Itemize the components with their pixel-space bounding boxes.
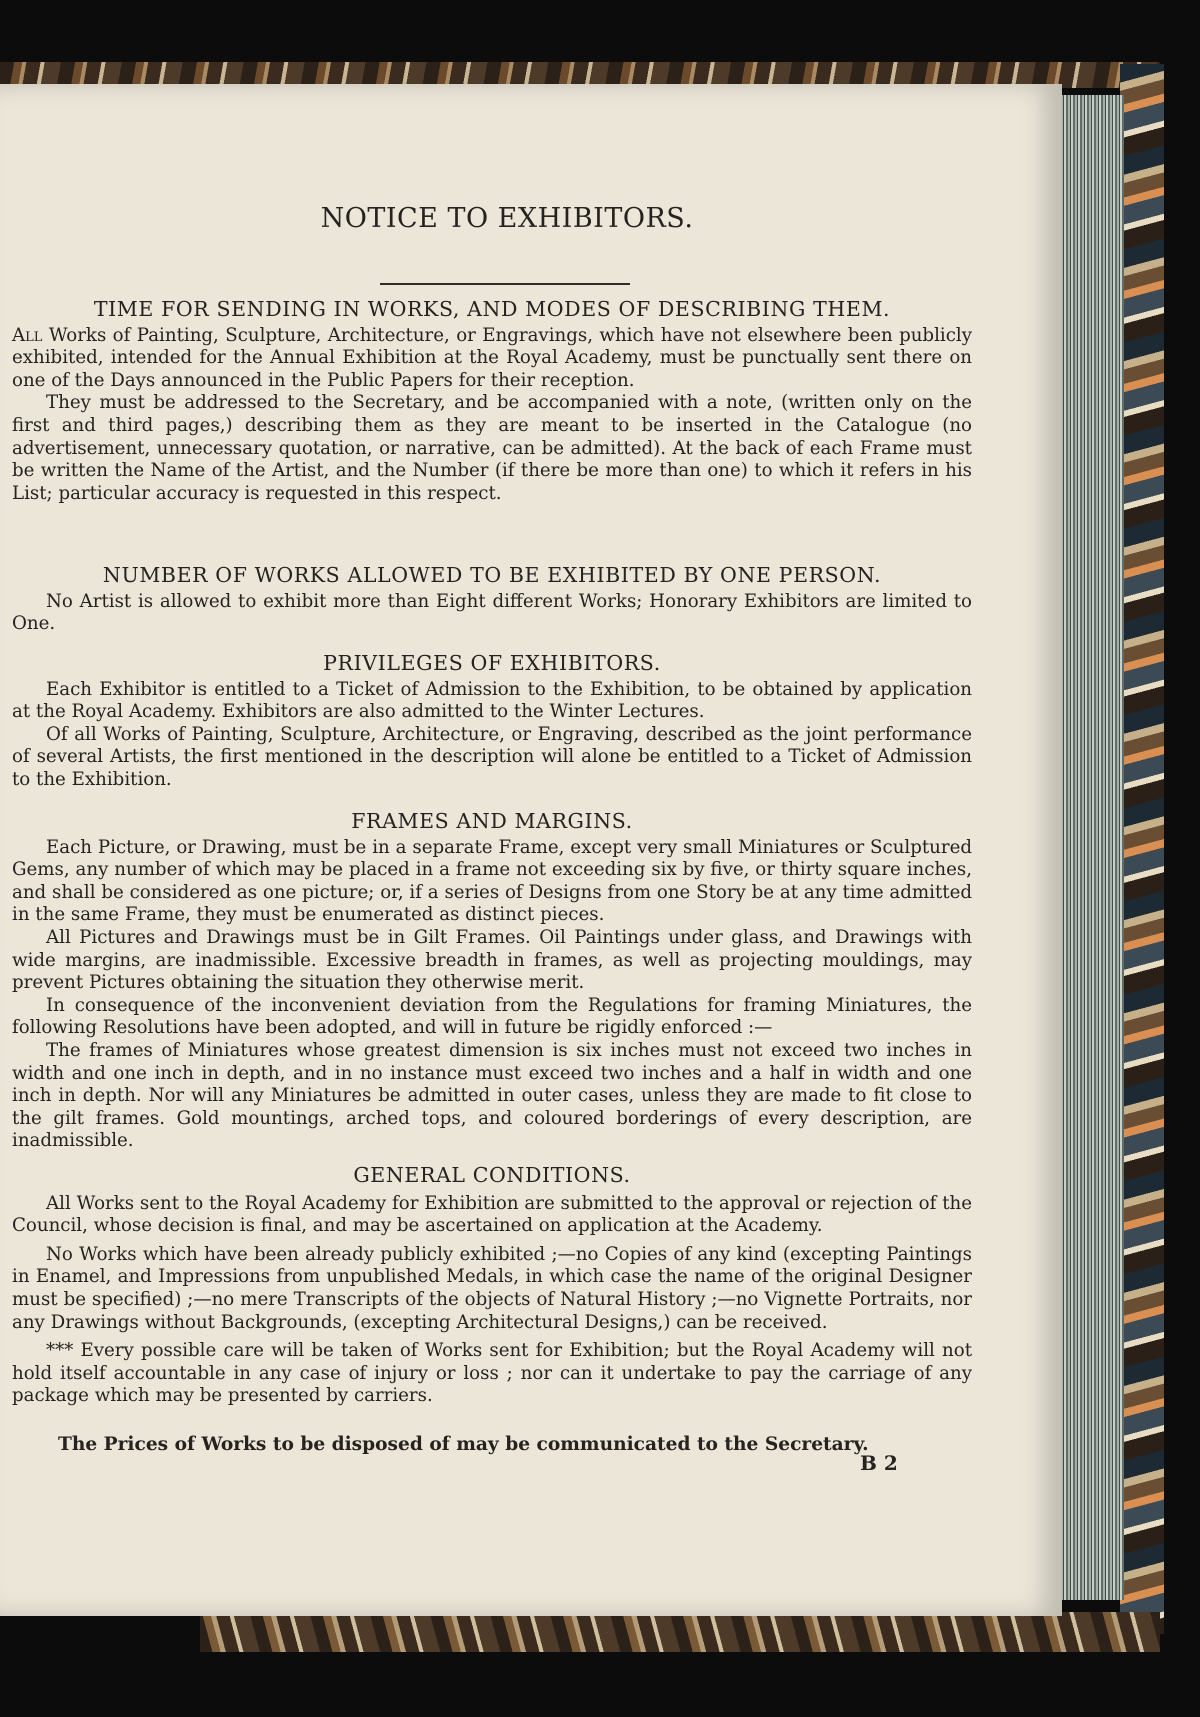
paragraph: The frames of Miniatures whose greatest dimension is six inches must not exceed two inches in width and one inch in depth, and in no instance must exceed two inches and a half in width and one inch in depth. Nor will any Miniatures be admitted in outer cases, unless they are made to fit close to the gilt frames. Gold mountings, arched tops, and coloured borderings of every description, are inadmissible. <box>12 1039 972 1152</box>
paragraph: They must be addressed to the Secretary, and be accompanied with a note, (written only on the first and third pages,) describing them as they are meant to be inserted in the Catalogue (no advertisement, unnecessary quotation, or narrative, can be admitted). At the back of each Frame must be written the Name of the Artist, and the Number (if there be more than one) to which it refers in his List; particular accuracy is requested in this respect. <box>12 392 972 504</box>
paragraph: Each Exhibitor is entitled to a Ticket of Admission to the Exhibition, to be obtained by application at the Royal Academy. Exhibitors are also admitted to the Winter Lectures. <box>12 678 972 723</box>
section-privileges <box>12 652 972 792</box>
section-heading: PRIVILEGES OF EXHIBITORS. <box>323 651 661 675</box>
paragraph: No Works which have been already publicly exhibited ;—no Copies of any kind (excepting Paintings in Enamel, and Impressions from unpublished Medals, in which case the name of the original Designer must be specified) ;—no mere Transcripts of the objects of Natural History ;—no Vignette Portraits, nor any Drawings without Backgrounds, (excepting Architectural Designs,) can be received. <box>12 1243 972 1333</box>
title-rule <box>380 283 630 285</box>
paragraph: Each Picture, or Drawing, must be in a separate Frame, except very small Miniatures or Sculptured Gems, any number of which may be placed in a frame not exceeding six by five, or thirty square inches, and shall be considered as one picture; or, if a series of Designs from one Story be at any time admitted in the same Frame, they must be enumerated as distinct pieces. <box>12 836 972 926</box>
lead-word: All <box>12 324 43 346</box>
section-heading: TIME FOR SENDING IN WORKS, AND MODES OF DESCRIBING THEM. <box>93 297 891 321</box>
page-title: NOTICE TO EXHIBITORS. <box>320 203 694 234</box>
paragraph: In consequence of the inconvenient deviation from the Regulations for framing Miniatures, the following Resolutions have been adopted, and will in future be rigidly enforced :— <box>12 994 972 1039</box>
section-heading: GENERAL CONDITIONS. <box>353 1163 631 1187</box>
section-number-of-works <box>12 564 972 636</box>
section-time-for-sending <box>12 298 972 505</box>
section-heading: FRAMES AND MARGINS. <box>351 809 633 833</box>
paragraph: All Works of Painting, Sculpture, Architecture, or Engravings, which have not elsewhere been publicly exhibited, intended for the Annual Exhibition at the Royal Academy, must be punctually sent there on one of the Days announced in the Public Papers for their reception. <box>12 324 972 391</box>
paragraph: All Works sent to the Royal Academy for Exhibition are submitted to the approval or rejection of the Council, whose decision is final, and may be ascertained on application at the Academy. <box>12 1192 972 1237</box>
section-general-conditions <box>12 1164 972 1408</box>
section-heading: NUMBER OF WORKS ALLOWED TO BE EXHIBITED BY ONE PERSON. <box>102 563 882 587</box>
paragraph: Of all Works of Painting, Sculpture, Architecture, or Engraving, described as the joint performance of several Artists, the first mentioned in the description will alone be entitled to a Ticket of Admission to the Exhibition. <box>12 723 972 790</box>
paragraph: All Pictures and Drawings must be in Gilt Frames. Oil Paintings under glass, and Drawings with wide margins, are inadmissible. Excessive breadth in frames, as well as projecting mouldings, may prevent Pictures obtaining the situation they otherwise merit. <box>12 926 972 994</box>
paragraph: *** Every possible care will be taken of Works sent for Exhibition; but the Royal Academy will not hold itself accountable in any case of injury or loss ; nor can it undertake to pay the carriage of any package which may be presented by carriers. <box>12 1340 972 1407</box>
signature-mark: B 2 <box>860 1451 898 1475</box>
section-frames-and-margins <box>12 810 972 1153</box>
paragraph: No Artist is allowed to exhibit more than Eight different Works; Honorary Exhibitors are limited to One. <box>12 590 972 635</box>
marbled-cover-board <box>1120 64 1164 1634</box>
marbled-edge-bottom <box>200 1612 1160 1652</box>
closing-note: The Prices of Works to be disposed of may be communicated to the Secretary. <box>58 1434 869 1455</box>
book-page <box>0 84 1062 1616</box>
